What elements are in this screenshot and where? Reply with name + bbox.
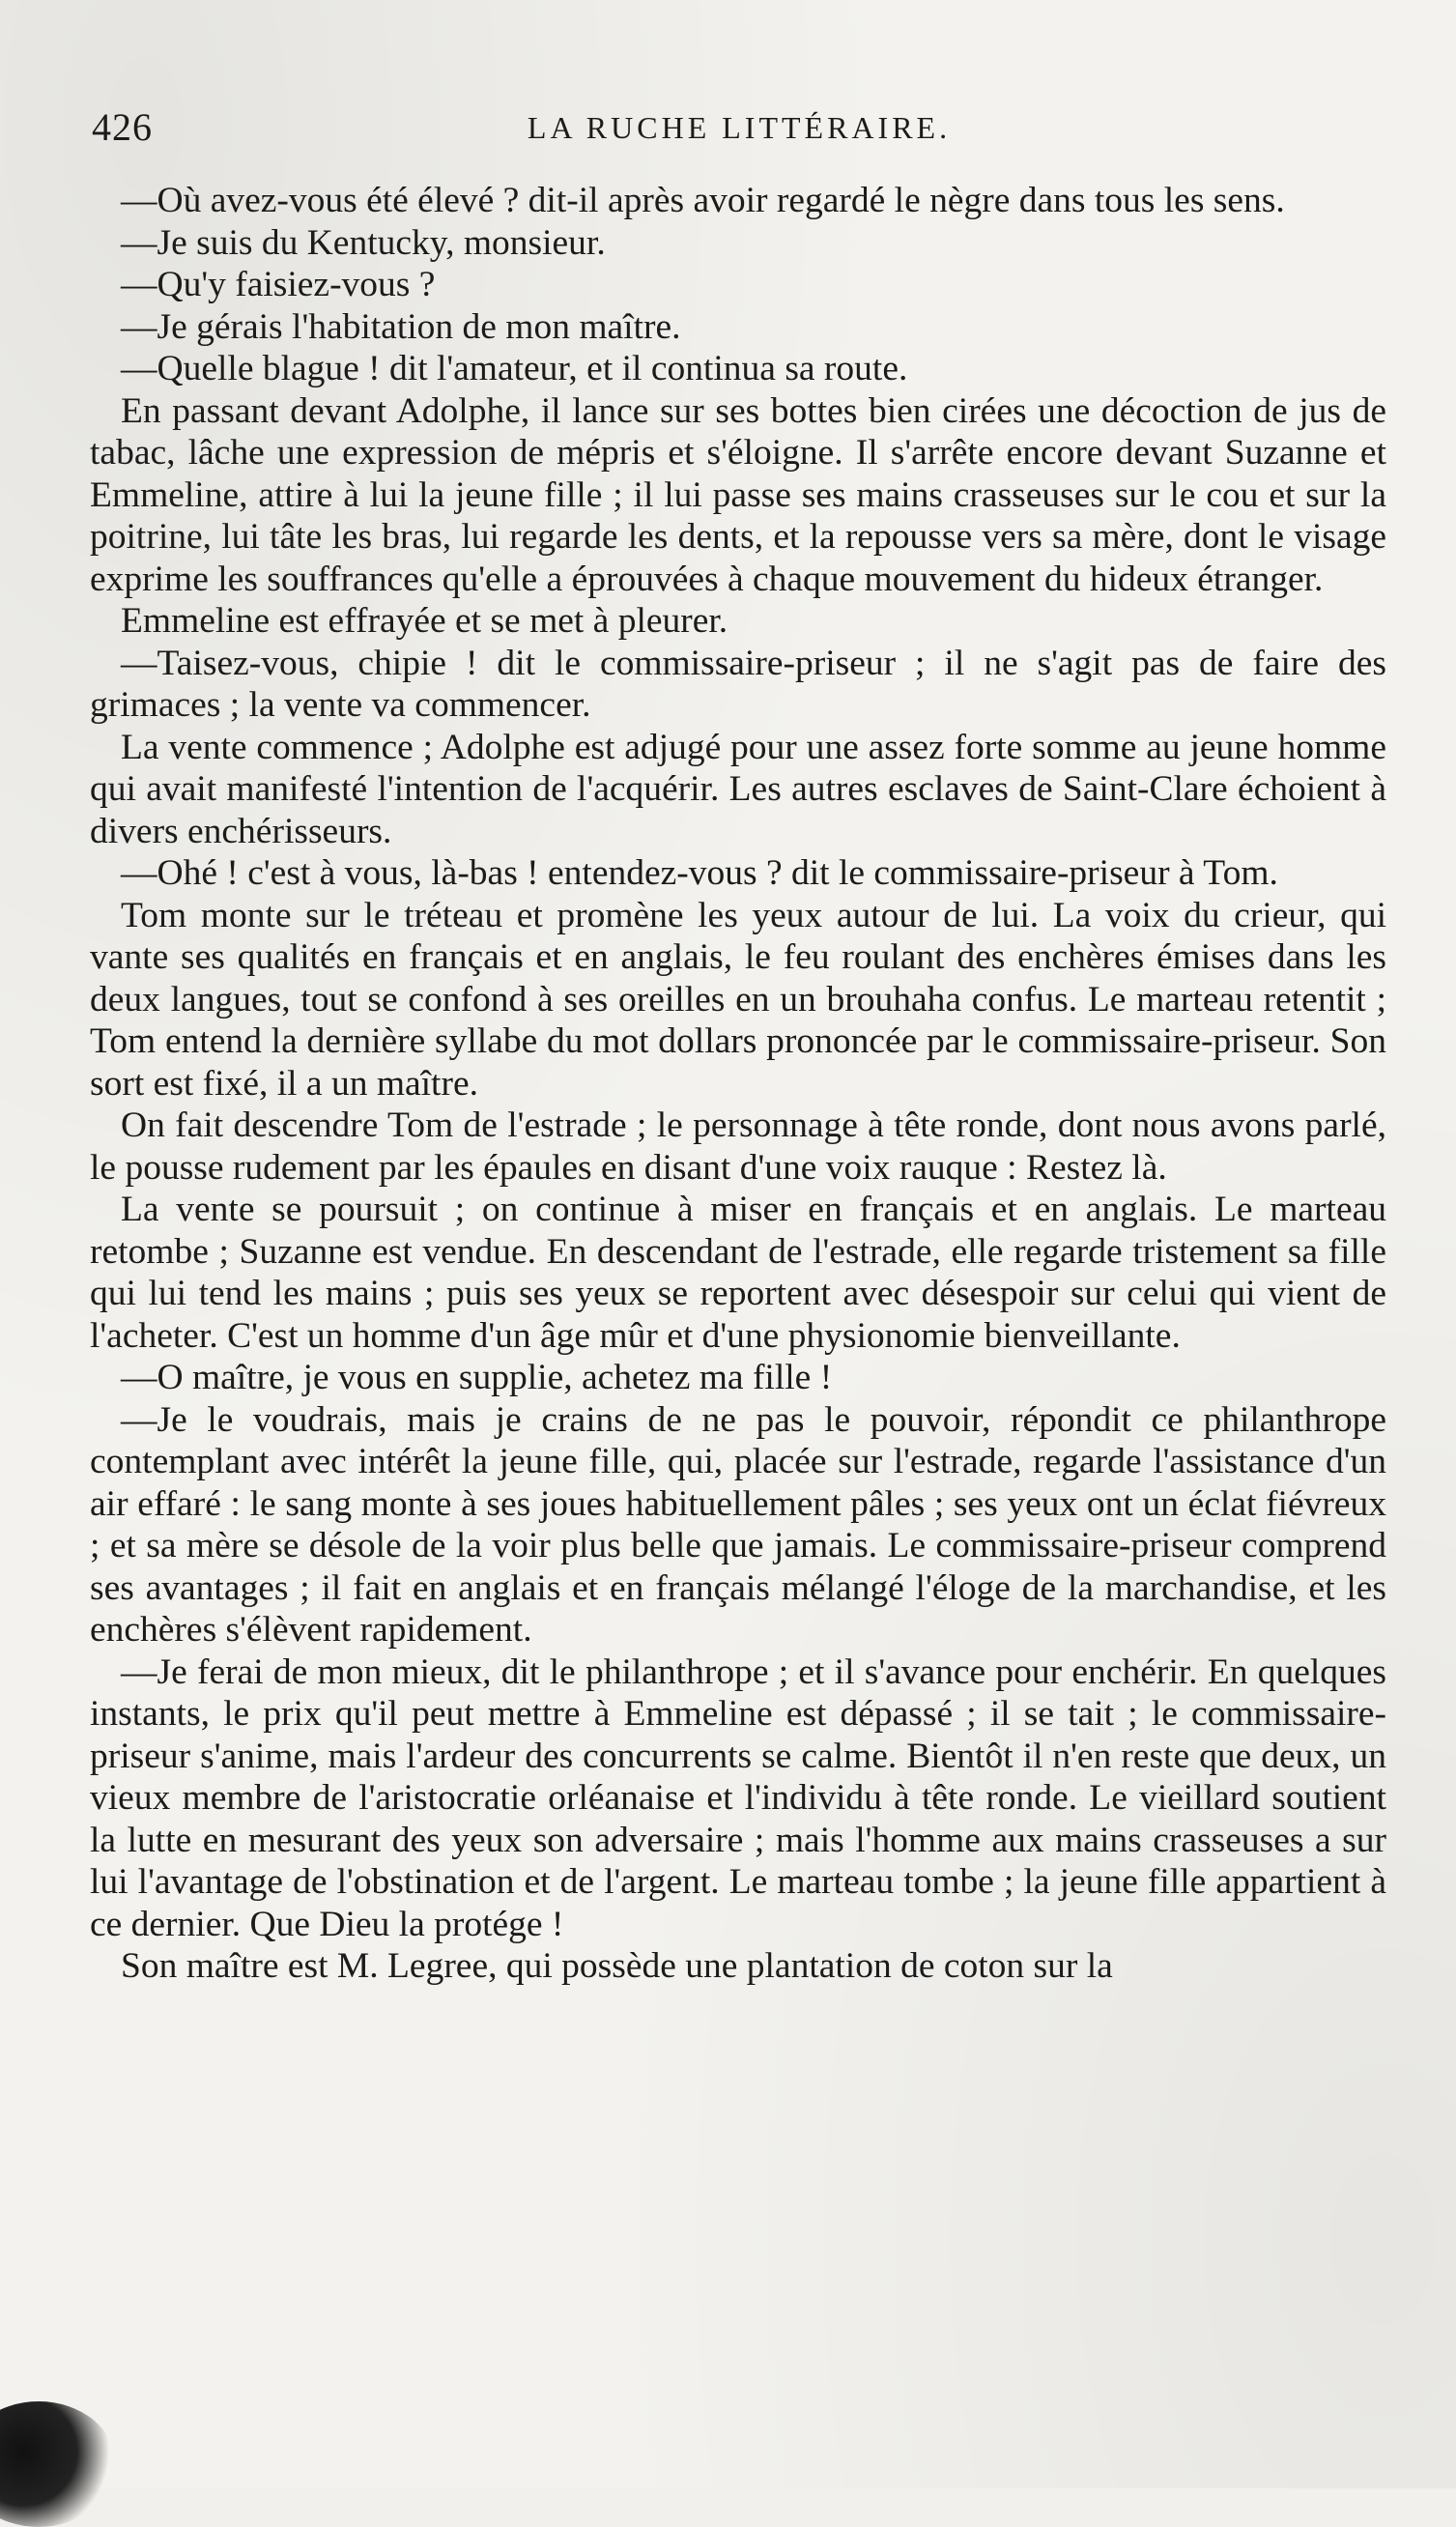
- page-number: 426: [92, 105, 153, 149]
- paragraph: —Qu'y faisiez-vous ?: [121, 265, 436, 304]
- paragraph: —Je ferai de mon mieux, dit le philanthrope ; et il s'avance pour enchérir. En quelques instants, le prix qu'il peut mettre à Emmeline est dépassé ; il se tait ; le commissaire-priseur s'anime, mais l'ardeur des concurrents se calme. Bientôt il n'en reste que deux, un vieux membre de l'aristocratie orléanaise et l'individu à tête ronde. Le vieillard soutient la lutte en mesurant des yeux son adversaire ; mais l'homme aux mains crasseuses a sur lui l'avantage de l'obstination et de l'argent. Le marteau tombe ; la jeune fille appartient à ce dernier. Que Dieu la protége !: [90, 1651, 1386, 1944]
- paragraph: —Taisez-vous, chipie ! dit le commissaire-priseur ; il ne s'agit pas de faire des grimaces ; la vente va commencer.: [90, 643, 1386, 725]
- corner-smudge: [0, 2401, 116, 2527]
- paragraph: On fait descendre Tom de l'estrade ; le personnage à tête ronde, dont nous avons parlé, le pousse rudement par les épaules en disant d'une voix rauque : Restez là.: [90, 1106, 1386, 1188]
- body-text: [90, 180, 1386, 1988]
- paragraph: La vente commence ; Adolphe est adjugé pour une assez forte somme au jeune homme qui avait manifesté l'intention de l'acquérir. Les autres esclaves de Saint-Clare échoient à divers enchérisseurs.: [90, 727, 1386, 851]
- paragraph: —Je gérais l'habitation de mon maître.: [121, 306, 681, 347]
- paragraph: —Je le voudrais, mais je crains de ne pas le pouvoir, répondit ce philanthrope contemplant avec intérêt la jeune fille, qui, placée sur l'estrade, regarde l'assistance d'un air effaré : le sang monte à ses joues habituellement pâles ; ses yeux ont un éclat fiévreux ; et sa mère se désole de la voir plus belle que jamais. Le commissaire-priseur comprend ses avantages ; il fait en anglais et en français mélangé l'éloge de la marchandise, et les enchères s'élèvent rapidement.: [90, 1399, 1386, 1650]
- paragraph: En passant devant Adolphe, il lance sur ses bottes bien cirées une décoction de jus de tabac, lâche une expression de mépris et s'éloigne. Il s'arrête encore devant Suzanne et Emmeline, attire à lui la jeune fille ; il lui passe ses mains crasseuses sur le cou et sur la poitrine, lui tâte les bras, lui regarde les dents, et la repousse vers sa mère, dont le visage exprime les souffrances qu'elle a éprouvées à chaque mouvement du hideux étranger.: [90, 390, 1386, 599]
- paragraph: La vente se poursuit ; on continue à miser en français et en anglais. Le marteau retombe ; Suzanne est vendue. En descendant de l'estrade, elle regarde tristement sa fille qui lui tend les mains ; puis ses yeux se reportent avec désespoir sur celui qui vient de l'acheter. C'est un homme d'un âge mûr et d'une physionomie bienveillante.: [90, 1190, 1386, 1356]
- paragraph: Son maître est M. Legree, qui possède une plantation de coton sur la: [121, 1946, 1113, 1986]
- paragraph: Tom monte sur le tréteau et promène les yeux autour de lui. La voix du crieur, qui vante ses qualités en français et en anglais, le feu roulant des enchères émises dans les deux langues, tout se confond à ses oreilles en un brouhaha confus. Le marteau retentit ; Tom entend la dernière syllabe du mot dollars prononcée par le commissaire-priseur. Son sort est fixé, il a un maître.: [90, 895, 1386, 1104]
- paragraph: —Quelle blague ! dit l'amateur, et il continua sa route.: [121, 349, 908, 388]
- paragraph: —Ohé ! c'est à vous, là-bas ! entendez-vous ? dit le commissaire-priseur à Tom.: [121, 853, 1278, 893]
- paragraph: —Où avez-vous été élevé ? dit-il après avoir regardé le nègre dans tous les sens.: [121, 181, 1285, 220]
- running-title: LA RUCHE LITTÉRAIRE.: [527, 110, 952, 145]
- paragraph: Emmeline est effrayée et se met à pleurer.: [121, 601, 728, 641]
- paragraph: —O maître, je vous en supplie, achetez ma fille !: [121, 1358, 833, 1397]
- paragraph: —Je suis du Kentucky, monsieur.: [121, 222, 606, 263]
- page-header: [92, 104, 1386, 153]
